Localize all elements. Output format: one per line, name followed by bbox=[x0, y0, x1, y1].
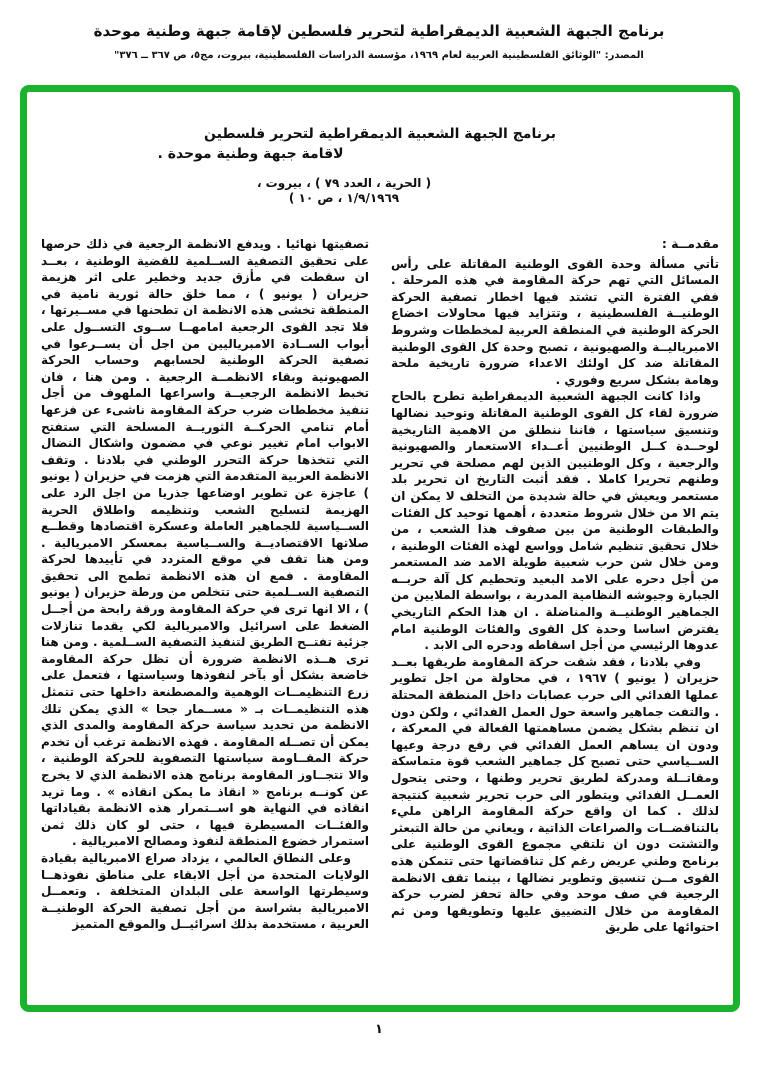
publication-reference-line2: ١/٩/١٩٦٩ ، ص ١٠ ) bbox=[288, 191, 400, 205]
source-citation: المصدر: "الوثائق الفلسطينية العربية لعام ١٩٦٩، مؤسسة الدراسات الفلسطينية، بيروت، مج٥، ص ٣٦٧ ــ ٣٧٦" bbox=[114, 50, 644, 61]
paragraph: وفي بلادنا ، فقد شقت حركة المقاومة طريقها بعــد حزيران ( يونيو ) ١٩٦٧ ، في محاولة من اجل تطوير عملها الفدائي الى حرب عصابات داخل المنطقة المحتلة . والتفت جماهير واسعة حول العمل الفدائي ، ولكن دون ان تنظم بشكل يضمن مساهمتها الفعالة في المعركة ، ودون ان يساهم العمل الفدائي في رفع درجة وعيها الســياسي حتى تصبح كل جماهير الشعب قوة متماسكة ومقاتــلة ومدركة لطريق تحرير وطنها ، وحتى يتحول العمــل الفدائي ويتطور الى حرب تحرير شعبية كنتيجة لذلك . كما ان واقع حركة المقاومة الراهن مليء بالتناقضــات والصراعات الذاتية ، ويعاني من حالة التبعثر والتشتت دون ان تلتقي مجموع القوى الوطنية على برنامج وطني عريض رغم كل تناقضاتها حتى تتمكن هذه القوى مــن تنسيق وتطوير نضالها ، بينما تقف الانظمة الرجعية في صف موحد وفي حالة تحفز لضرب حركة المقاومة من خلال التضييق عليها وتطويقها ومن ثم احتوائها على طريق bbox=[391, 654, 720, 935]
paragraph: وعلى النطاق العالمي ، يزداد صراع الامبريالية بقيادة الولايات المتحدة من أجل الابقاء على مناطق نفوذهــا وسيطرتها الواسعة على البلدان المتخلفة . وتعمــل الامبريالية بشراسة من أجل تصفية الحركة الوطنيــة العربية ، مستخدمة بذلك اسرائيــل والموقع المتميز bbox=[41, 850, 369, 932]
document-title-line1: برنامج الجبهة الشعبية الديمقراطية لتحرير فلسطين bbox=[204, 126, 556, 142]
body-columns bbox=[27, 236, 733, 936]
document-title-line2: لاقامة جبهة وطنية موحدة . bbox=[157, 146, 344, 162]
document-frame bbox=[20, 85, 740, 1012]
page-header bbox=[0, 22, 758, 61]
column-left bbox=[41, 236, 369, 936]
intro-heading: مقدمــة : bbox=[661, 236, 719, 251]
page-number: ١ bbox=[375, 1022, 383, 1037]
publication-reference-line1: ( الحرية ، العدد ٧٩ ) ، بيروت ، bbox=[256, 176, 432, 190]
publication-reference bbox=[249, 176, 439, 206]
paragraph: واذا كانت الجبهة الشعبية الديمقراطية تطرح بالحاح ضرورة لقاء كل القوى الوطنية المقاتلة وتوحيد نضالها وتنسيق سياستها ، فاننا ننطلق من الاهمية التاريخية لوحــدة كــل الوطنيين أعــداء الاستعمار والصهيونية والرجعية ، وكل الوطنيين الذين لهم مصلحة في تحرير وطنهم تحريرا كاملا . فقد أثبت التاريخ ان تحرير بلد مستعمر ويعيش في حالة شديدة من التخلف لا يمكن ان يتم الا من خلال شروط متعددة ، أهمها توحيد كل الفئات والطبقات الوطنية من بين صفوف هذا الشعب ، من خلال تحقيق تنظيم شامل وواسع لهذه الفئات الوطنية ، ومن خلال شن حرب شعبية طويلة الامد ضد المستعمر من أجل دحره على الامد البعيد وتحطيم كل آلة حربــه الجبارة وجيوشه النظامية المدربة ، بواسطة الملايين من الجماهير الوطنيــة والمناضلة . ان هذا الحكم التاريخي يفترض اساسا وحدة كل القوى والفئات الوطنية امام عدوها الرئيسي من أجل اسقاطه ودحره الى الابد . bbox=[391, 389, 719, 653]
column-right bbox=[391, 236, 719, 936]
paragraph: تأتي مسألة وحدة القوى الوطنية المقاتلة على رأس المسائل التي تهم حركة المقاومة في هذه المرحلة . ففي الفترة التي تشتد فيها اخطار تصفية الحركة الوطنيــة الفلسطينية ، وتتزايد فيها محاولات اخضاع الحركة الوطنية في المنطقة العربية لمخططات وشروط الامبرياليــة والصهيونية ، تصبح وحدة كل القوى الوطنية المقاتلة ضد كل اولئك الاعداء ضرورة تاريخية ملحة وهامة بشكل سريع وفوري . bbox=[391, 256, 719, 387]
page-title: برنامج الجبهة الشعبية الديمقراطية لتحرير فلسطين لإقامة جبهة وطنية موحدة bbox=[93, 22, 665, 40]
document-title bbox=[158, 124, 603, 164]
paragraph: تصفيتها نهائيا . ويدفع الانظمة الرجعية في ذلك حرصها على تحقيق التصفية الســلمية للقضية الوطنية ، بعــد ان سقطت في مأزق جديد وخطير على اثر هزيمة حزيران ( يونيو ) ، مما خلق حالة ثورية نامية في المنطقة تخشى هذه الانظمة ان تطحنها في مســيرتها ، فلا تجد القوى الرجعية امامهــا ســوى التســول على أبواب الســادة الامبرياليين من اجل أن يســرعوا في تصفية الحركة الوطنية لحسابهم وحساب الحركة الصهيونية وبقاء الانظمــة الرجعية . ومن هنا ، فان تخبط الانظمة الرجعيــة واسراعها الملهوف من أجل تنفيذ مخططات ضرب حركة المقاومة ناشىء عن فزعها أمام تنامي الحركــة الثوريــة المسلحة التي ستفتح الابواب امام تغيير نوعي في مضمون واشكال النضال التي تتخذها حركة التحرر الوطني في بلادنا . وتقف الانظمة العربية المتقدمة التي هزمت في حزيران ( يونيو ) عاجزة عن تطوير اوضاعها جذريا من اجل الرد على الهزيمة لتسليح الشعب وتنظيمه واطلاق الحرية الســياسية للجماهير العاملة وعسكرة اقتصادها وقطــع صلاتها الاقتصاديــة والســياسية بمعسكر الامبريالية . ومن هنا تقف في موقع المتردد في تأييدها لحركة المقاومة . فمع ان هذه الانظمة تطمح الى تحقيق التصفية الســلمية حتى تتخلص من ورطة حزيران ( يونيو ) ، الا انها ترى في حركة المقاومة ورقة رابحة من أجــل الضغط على اسرائيل والامبريالية لكي يقدما تنازلات جزئية تفتــح الطريق لتنفيذ التصفية الســلمية . ومن هنا ترى هــذه الانظمة ضرورة أن تظل حركة المقاومة خاضعة بشكل أو بآخر لنفوذها وسياستها ، فتعمل على زرع التنظيمــات الوهمية والمصطنعة داخلها حتى تتمثل هذه التنظيمــات بـ « مســمار جحا » الذي يمكن تلك الانظمة من تحديد سياسة حركة المقاومة والمدى الذي يمكن أن تصــله المقاومة . فهذه الانظمة ترغب أن تخدم حركة المقــاومة سياستها التصفوية للحركة الوطنية ، والا تتجــاوز المقاومة برنامج هذه الانظمة الذي لا يخرج عن كونــه برنامج « انقاذ ما يمكن انقاذه » . وما تريد انقاذه في النهاية هو اســتمرار هذه الانظمة بقياداتها والفئــات المسيطرة فيها ، حتى لو كان ذلك ثمن استمرار خضوع المنطقة لنفوذ ومصالح الامبريالية . bbox=[41, 237, 369, 849]
